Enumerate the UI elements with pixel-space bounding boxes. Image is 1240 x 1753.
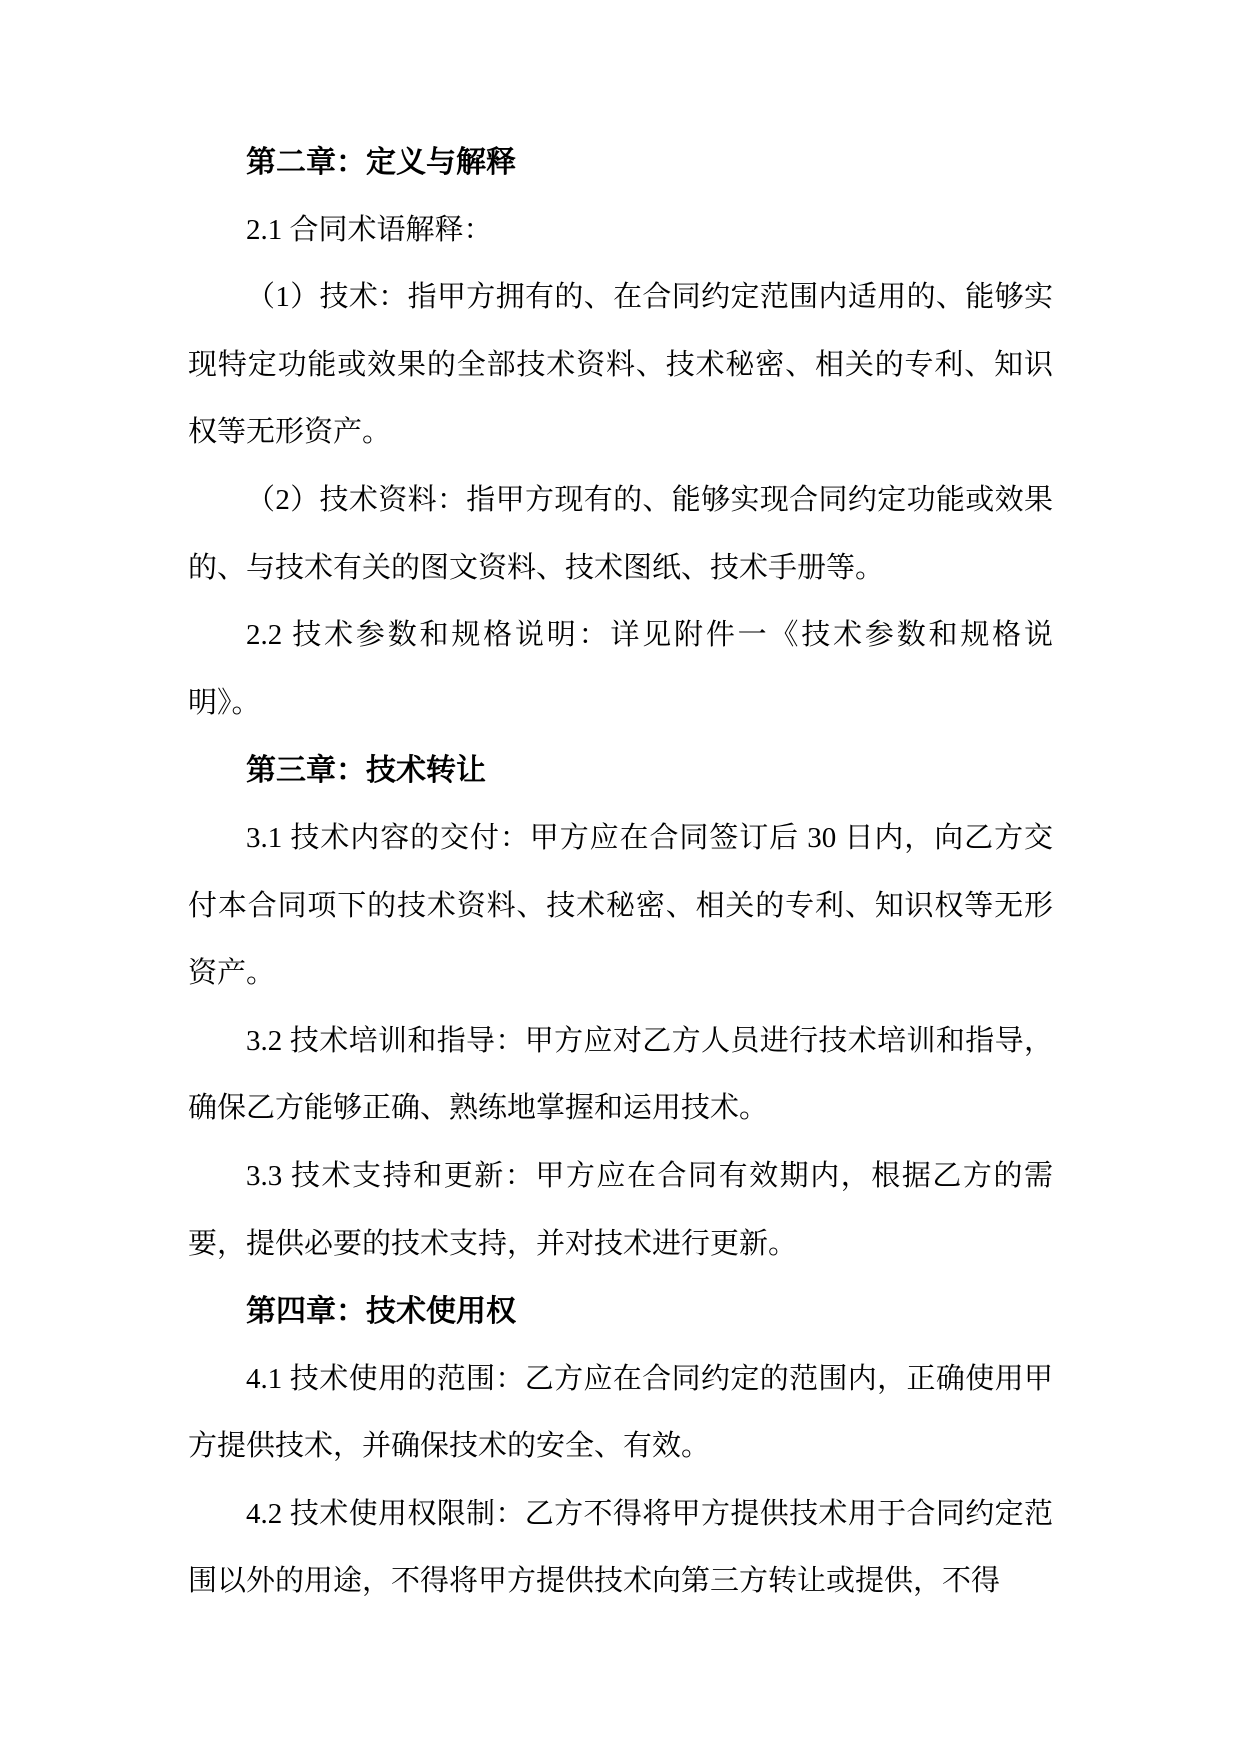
heading-chapter-4: 第四章：技术使用权 xyxy=(246,1295,516,1329)
heading-chapter-2: 第二章：定义与解释 xyxy=(246,146,516,179)
clause-3-3: 3.3 技术支持和更新：甲方应在合同有效期内，根据乙方的需要，提供必要的技术支持，并对技术进行更新。 xyxy=(188,1159,1053,1260)
clause-3-2: 3.2 技术培训和指导：甲方应对乙方人员进行技术培训和指导，确保乙方能够正确、熟练地掌握和运用技术。 xyxy=(188,1024,1053,1125)
clause-2-1-item-2: （2）技术资料：指甲方现有的、能够实现合同约定功能或效果的、与技术有关的图文资料、技术图纸、技术手册等。 xyxy=(188,483,1053,584)
clause-2-2: 2.2 技术参数和规格说明：详见附件一《技术参数和规格说明》。 xyxy=(188,619,1053,719)
clause-4-2: 4.2 技术使用权限制：乙方不得将甲方提供技术用于合同约定范围以外的用途，不得将甲方提供技术向第三方转让或提供，不得 xyxy=(188,1497,1053,1598)
heading-chapter-3: 第三章：技术转让 xyxy=(246,754,486,788)
clause-2-1: 2.1 合同术语解释： xyxy=(246,213,493,246)
clause-3-1: 3.1 技术内容的交付：甲方应在合同签订后 30 日内，向乙方交付本合同项下的技术资料、技术秘密、相关的专利、知识权等无形资产。 xyxy=(188,821,1053,990)
clause-2-1-item-1: （1）技术：指甲方拥有的、在合同约定范围内适用的、能够实现特定功能或效果的全部技术资料、技术秘密、相关的专利、知识权等无形资产。 xyxy=(188,281,1053,449)
clause-4-1: 4.1 技术使用的范围：乙方应在合同约定的范围内，正确使用甲方提供技术，并确保技术的安全、有效。 xyxy=(188,1362,1053,1463)
